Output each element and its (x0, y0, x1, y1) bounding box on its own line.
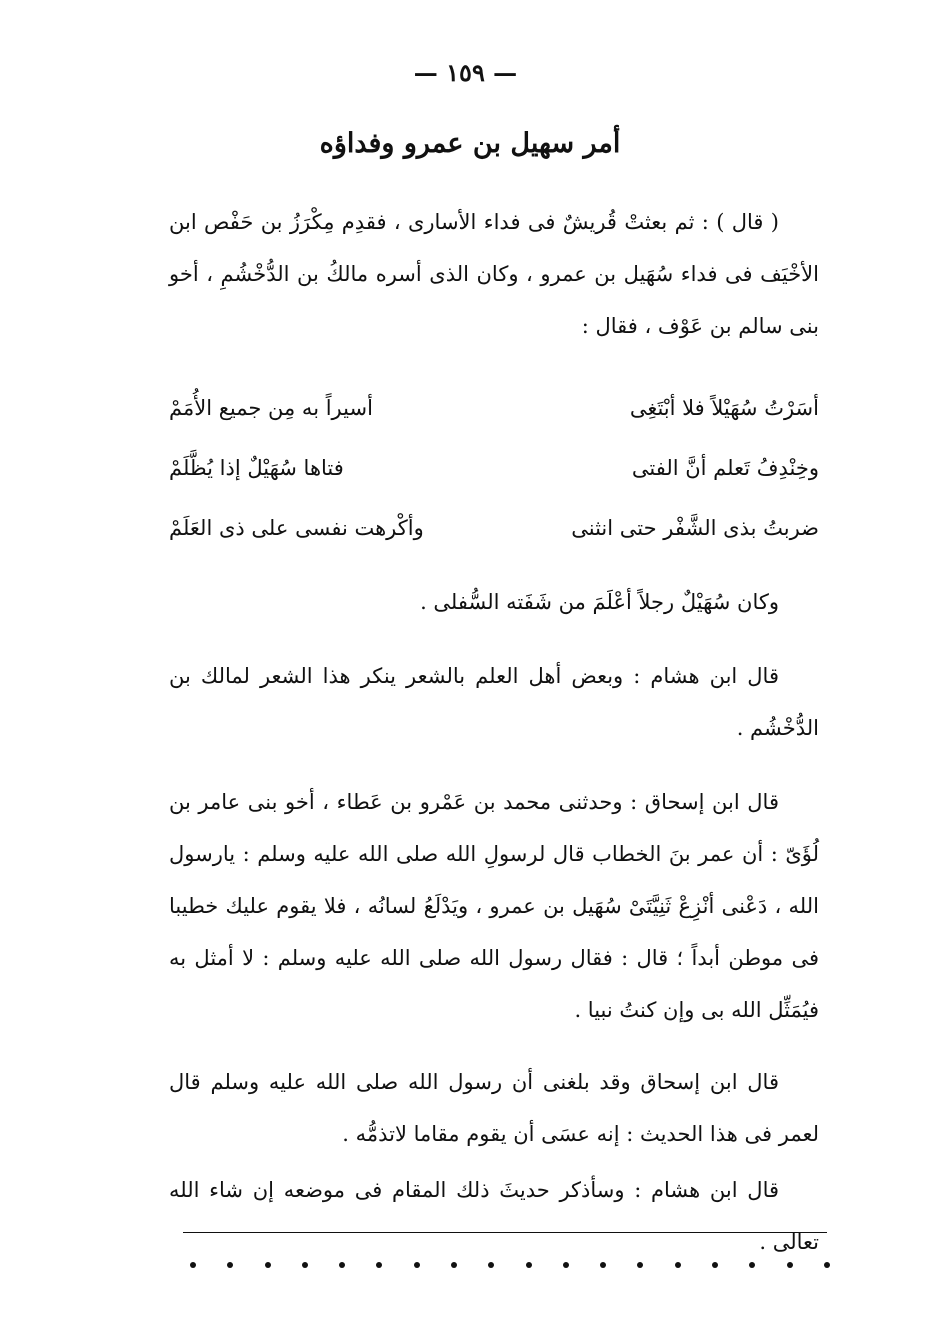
footer-dot (675, 1262, 681, 1268)
footer-dot (488, 1262, 494, 1268)
footer-dot (600, 1262, 606, 1268)
footer-dot (749, 1262, 755, 1268)
footer-dot (563, 1262, 569, 1268)
footer-dot (451, 1262, 457, 1268)
verse-first-hemistich: أسَرْتُ سُهَيْلاً فلا أبْتَغِى (629, 396, 819, 420)
footer-dot (787, 1262, 793, 1268)
poem-verse (169, 378, 819, 438)
footer-dot (526, 1262, 532, 1268)
verse-second-hemistich: فتاها سُهَيْلٌ إذا يُظَّلَمْ (169, 456, 344, 480)
footer-dot (302, 1262, 308, 1268)
paragraph-closing-note: قال ابن هشام : وسأذكر حديثَ ذلك المقام فى موضعه إن شاء الله تعالى . (169, 1178, 819, 1254)
paragraph-intro: ( قال ) : ثم بعثتْ قُريشٌ فى فداء الأسارى ، فقدِم مِكْرَزُ بن حَفْص ابن الأخْيَف فى فداء سُهَيل بن عمرو ، وكان الذى أسره مالكُ بن الدُّخْشُمِ ، أخو بنى سالم بن عَوْف ، فقال : (169, 210, 819, 338)
footer-dot (712, 1262, 718, 1268)
poem-verse (169, 498, 819, 558)
paragraph-ibn-hisham-note: قال ابن هشام : وبعض أهل العلم بالشعر ينكر هذا الشعر لمالك بن الدُّخْشُم . (169, 664, 819, 740)
poem-verse (169, 438, 819, 498)
paragraph-ibn-ishaq-umar: قال ابن إسحاق : وحدثنى محمد بن عَمْرو بن عَطاء ، أخو بنى عامر بن لُؤَىّ : أن عمر بنَ الخطاب قال لرسولِ الله صلى الله عليه وسلم : يارسول الله ، دَعْنى أنْزِعْ ثَنِيَّتَىْ سُهَيل بن عمرو ، ويَدْلَعُ لسانُه ، فلا يقوم عليك خطيبا فى موطن أبداً ؛ قال : فقال رسول الله صلى الله عليه وسلم : لا أمثل به فيُمَثِّل الله بى وإن كنتُ نبيا . (169, 790, 819, 1022)
verse-first-hemistich: وخِنْدِفُ تَعلم أنَّ الفتى (631, 456, 819, 480)
footer-dot (190, 1262, 196, 1268)
page-number: — ١٥٩ — (413, 58, 518, 87)
footer-dot (265, 1262, 271, 1268)
poem (169, 378, 819, 558)
chapter-title: أمر سهيل بن عمرو وفداؤه (319, 128, 621, 159)
verse-second-hemistich: أسيراً به مِن جميع الأُمَمْ (169, 396, 373, 420)
paragraph-ibn-ishaq-hadith: قال ابن إسحاق وقد بلغنى أن رسول الله صلى الله عليه وسلم قال لعمر فى هذا الحديث : إنه عسَى أن يقوم مقاما لاتذمُّه . (169, 1070, 819, 1146)
verse-second-hemistich: وأكْرهت نفسى على ذى العَلَمْ (169, 516, 424, 540)
paragraph-suhayl-lip: وكان سُهَيْلٌ رجلاً أعْلَمَ من شَفَته السُّفلى . (420, 590, 779, 614)
footer-dot (227, 1262, 233, 1268)
footer-dot (637, 1262, 643, 1268)
footer-dots (190, 1262, 830, 1268)
verse-first-hemistich: ضربتُ بذى الشَّفْر حتى انثنى (571, 516, 819, 540)
footer-dot (339, 1262, 345, 1268)
footer-dot (414, 1262, 420, 1268)
footer-dot (824, 1262, 830, 1268)
footer-rule (183, 1232, 827, 1233)
footer-dot (376, 1262, 382, 1268)
